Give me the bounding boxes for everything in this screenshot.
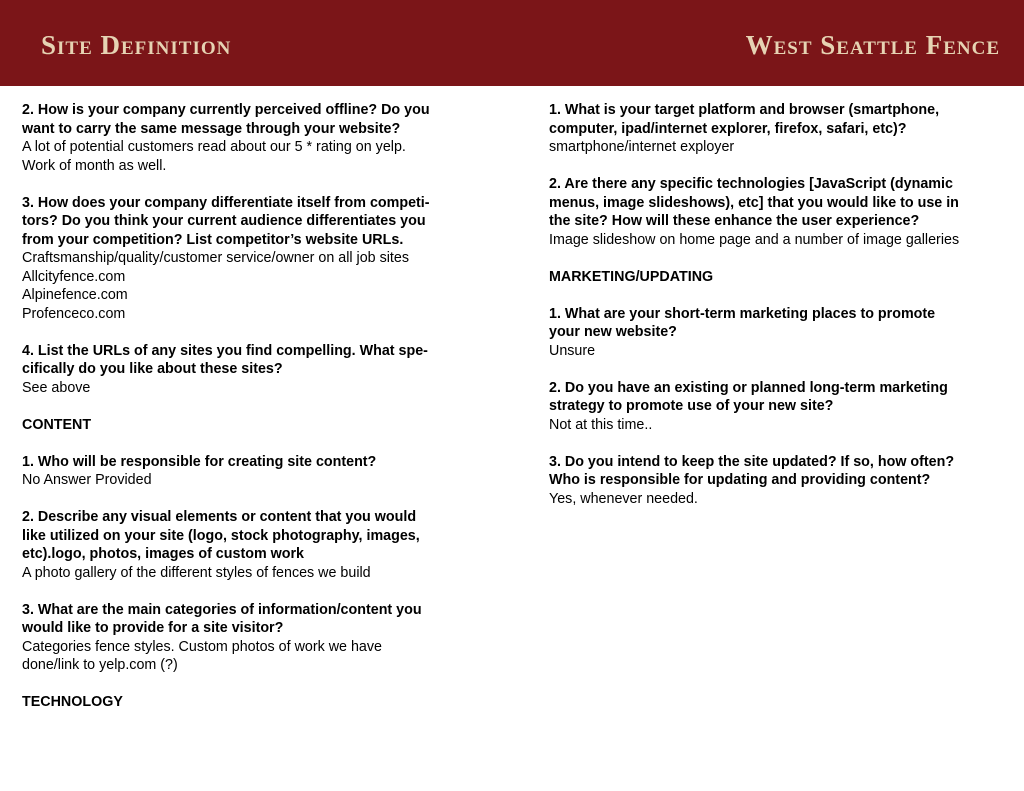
- question-line: computer, ipad/internet explorer, firefox, safari, etc)?: [549, 120, 907, 137]
- question-line: 3. What are the main categories of information/content you: [22, 601, 422, 618]
- question-text: [22, 101, 492, 138]
- question-block: [22, 101, 492, 175]
- question-line: 1. Who will be responsible for creating site content?: [22, 453, 377, 470]
- answer-line: Image slideshow on home page and a number of image galleries: [549, 231, 960, 248]
- competitor-url: Profenceco.com: [22, 305, 126, 322]
- answer-line: Not at this time..: [549, 416, 653, 433]
- question-line: your new website?: [549, 324, 677, 340]
- question-line: 3. How does your company differentiate itself from competi-: [22, 194, 430, 211]
- company-name: West Seattle Fence: [745, 30, 1000, 60]
- answer-text: [549, 490, 1009, 509]
- question-line: 4. List the URLs of any sites you find compelling. What spe-: [22, 342, 428, 359]
- question-line: cifically do you like about these sites?: [22, 361, 283, 377]
- question-line: 2. Do you have an existing or planned long-term marketing: [549, 379, 948, 396]
- question-line: like utilized on your site (logo, stock photography, images,: [22, 527, 420, 544]
- section-heading-technology: TECHNOLOGY: [22, 694, 123, 710]
- question-text: [549, 453, 1009, 490]
- answer-text: [22, 564, 492, 583]
- answer-line: Categories fence styles. Custom photos of work we have: [22, 638, 382, 655]
- answer-text: [549, 416, 1009, 435]
- answer-line: A lot of potential customers read about our 5 * rating on yelp.: [22, 139, 406, 155]
- answer-line: done/link to yelp.com (?): [22, 657, 178, 673]
- question-line: 2. How is your company currently perceived offline? Do you: [22, 102, 430, 118]
- question-block: [549, 101, 1009, 157]
- question-block: [22, 453, 492, 490]
- question-line: the site? How will these enhance the user experience?: [549, 213, 920, 229]
- answer-line: Yes, whenever needed.: [549, 490, 698, 507]
- question-text: [22, 453, 492, 472]
- answer-line: No Answer Provided: [22, 472, 152, 488]
- answer-text: [22, 249, 492, 323]
- question-block: [22, 342, 492, 398]
- question-line: menus, image slideshows), etc] that you would like to use in: [549, 194, 959, 211]
- answer-line: Craftsmanship/quality/customer service/owner on all job sites: [22, 250, 409, 266]
- answer-line: smartphone/internet exployer: [549, 139, 735, 155]
- question-text: [22, 194, 492, 250]
- question-text: [22, 508, 492, 564]
- answer-text: [549, 231, 1009, 250]
- header-bar: [0, 0, 1024, 86]
- answer-line: A photo gallery of the different styles of fences we build: [22, 564, 371, 581]
- question-line: strategy to promote use of your new site?: [549, 398, 834, 414]
- question-text: [22, 342, 492, 379]
- question-text: [549, 175, 1009, 231]
- question-line: from your competition? List competitor’s website URLs.: [22, 231, 404, 248]
- question-line: 2. Describe any visual elements or content that you would: [22, 509, 417, 525]
- question-text: [549, 305, 1009, 342]
- page-title: Site Definition: [41, 30, 232, 60]
- question-block: [22, 508, 492, 582]
- answer-text: [549, 342, 1009, 361]
- question-text: [549, 101, 1009, 138]
- answer-text: [22, 138, 492, 175]
- left-column: [22, 101, 492, 730]
- answer-line: See above: [22, 379, 91, 396]
- answer-line: Work of month as well.: [22, 157, 167, 174]
- competitor-url: Alpinefence.com: [22, 287, 128, 303]
- question-line: would like to provide for a site visitor?: [22, 620, 284, 636]
- question-block: [549, 379, 1009, 435]
- question-line: want to carry the same message through your website?: [22, 120, 401, 137]
- section-heading-content: CONTENT: [22, 416, 92, 433]
- question-text: [22, 601, 492, 638]
- answer-line: Unsure: [549, 342, 596, 359]
- question-line: 1. What is your target platform and browser (smartphone,: [549, 102, 940, 118]
- question-line: tors? Do you think your current audience differentiates you: [22, 213, 426, 229]
- answer-text: [22, 471, 492, 490]
- section-heading-marketing: MARKETING/UPDATING: [549, 268, 714, 285]
- question-block: [22, 194, 492, 324]
- competitor-url: Allcityfence.com: [22, 268, 126, 285]
- right-column: [549, 101, 1009, 527]
- question-text: [549, 379, 1009, 416]
- question-block: [22, 601, 492, 675]
- answer-text: [22, 638, 492, 675]
- question-block: [549, 175, 1009, 249]
- answer-text: [549, 138, 1009, 157]
- answer-text: [22, 379, 492, 398]
- question-block: [549, 453, 1009, 509]
- question-line: Who is responsible for updating and providing content?: [549, 472, 931, 488]
- question-line: etc).logo, photos, images of custom work: [22, 546, 304, 562]
- question-block: [549, 305, 1009, 361]
- question-line: 2. Are there any specific technologies [JavaScript (dynamic: [549, 176, 953, 192]
- question-line: 1. What are your short-term marketing places to promote: [549, 305, 936, 322]
- question-line: 3. Do you intend to keep the site updated? If so, how often?: [549, 453, 955, 470]
